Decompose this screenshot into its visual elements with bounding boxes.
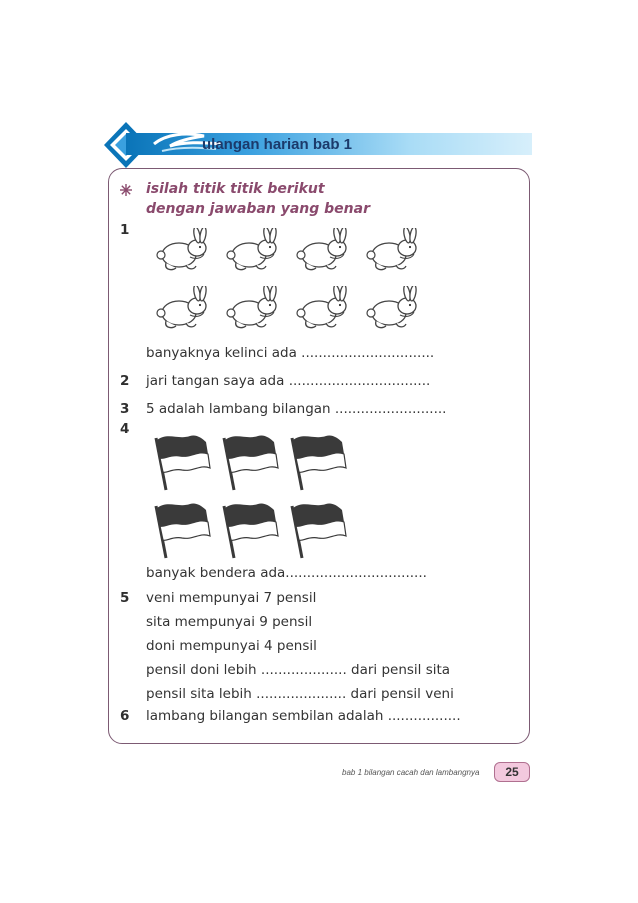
- rabbit-icon: [292, 286, 354, 334]
- question-number-4: 4: [120, 421, 130, 437]
- rabbit-icon: [152, 286, 214, 334]
- question-5-line-4: pensil doni lebih .................... dari pensil sita: [146, 662, 451, 678]
- flag-icon: [150, 428, 214, 492]
- page-number-badge: 25: [494, 762, 530, 782]
- question-number-1: 1: [120, 222, 130, 238]
- instruction-line-2: dengan jawaban yang benar: [146, 201, 370, 217]
- rabbit-icon: [362, 286, 424, 334]
- question-number-6: 6: [120, 708, 130, 724]
- rabbit-icon: [222, 286, 284, 334]
- question-number-5: 5: [120, 590, 130, 606]
- chapter-banner: [104, 118, 532, 172]
- instruction-line-1: isilah titik titik berikut: [146, 181, 325, 197]
- rabbit-icon: [362, 228, 424, 276]
- question-4-text: banyak bendera ada.................................: [146, 565, 427, 581]
- sparkle-icon: [119, 183, 133, 197]
- question-6-text: lambang bilangan sembilan adalah .................: [146, 708, 461, 724]
- question-1-text: banyaknya kelinci ada ...............................: [146, 345, 435, 361]
- flag-icon: [218, 428, 282, 492]
- question-5-line-3: doni mempunyai 4 pensil: [146, 638, 317, 654]
- flag-icon: [286, 428, 350, 492]
- question-5-line-2: sita mempunyai 9 pensil: [146, 614, 313, 630]
- chapter-title: ulangan harian bab 1: [202, 136, 353, 153]
- question-number-3: 3: [120, 401, 130, 417]
- rabbit-icon: [292, 228, 354, 276]
- question-number-2: 2: [120, 373, 130, 389]
- rabbit-icon: [152, 228, 214, 276]
- flag-icon: [286, 496, 350, 560]
- question-5-line-5: pensil sita lebih ..................... dari pensil veni: [146, 686, 454, 702]
- question-3-text: 5 adalah lambang bilangan ..........................: [146, 401, 447, 417]
- flag-icon: [150, 496, 214, 560]
- flag-icon: [218, 496, 282, 560]
- rabbit-icon: [222, 228, 284, 276]
- footer-chapter-text: bab 1 bilangan cacah dan lambangnya: [342, 768, 480, 777]
- question-2-text: jari tangan saya ada .................................: [146, 373, 431, 389]
- question-5-line-1: veni mempunyai 7 pensil: [146, 590, 317, 606]
